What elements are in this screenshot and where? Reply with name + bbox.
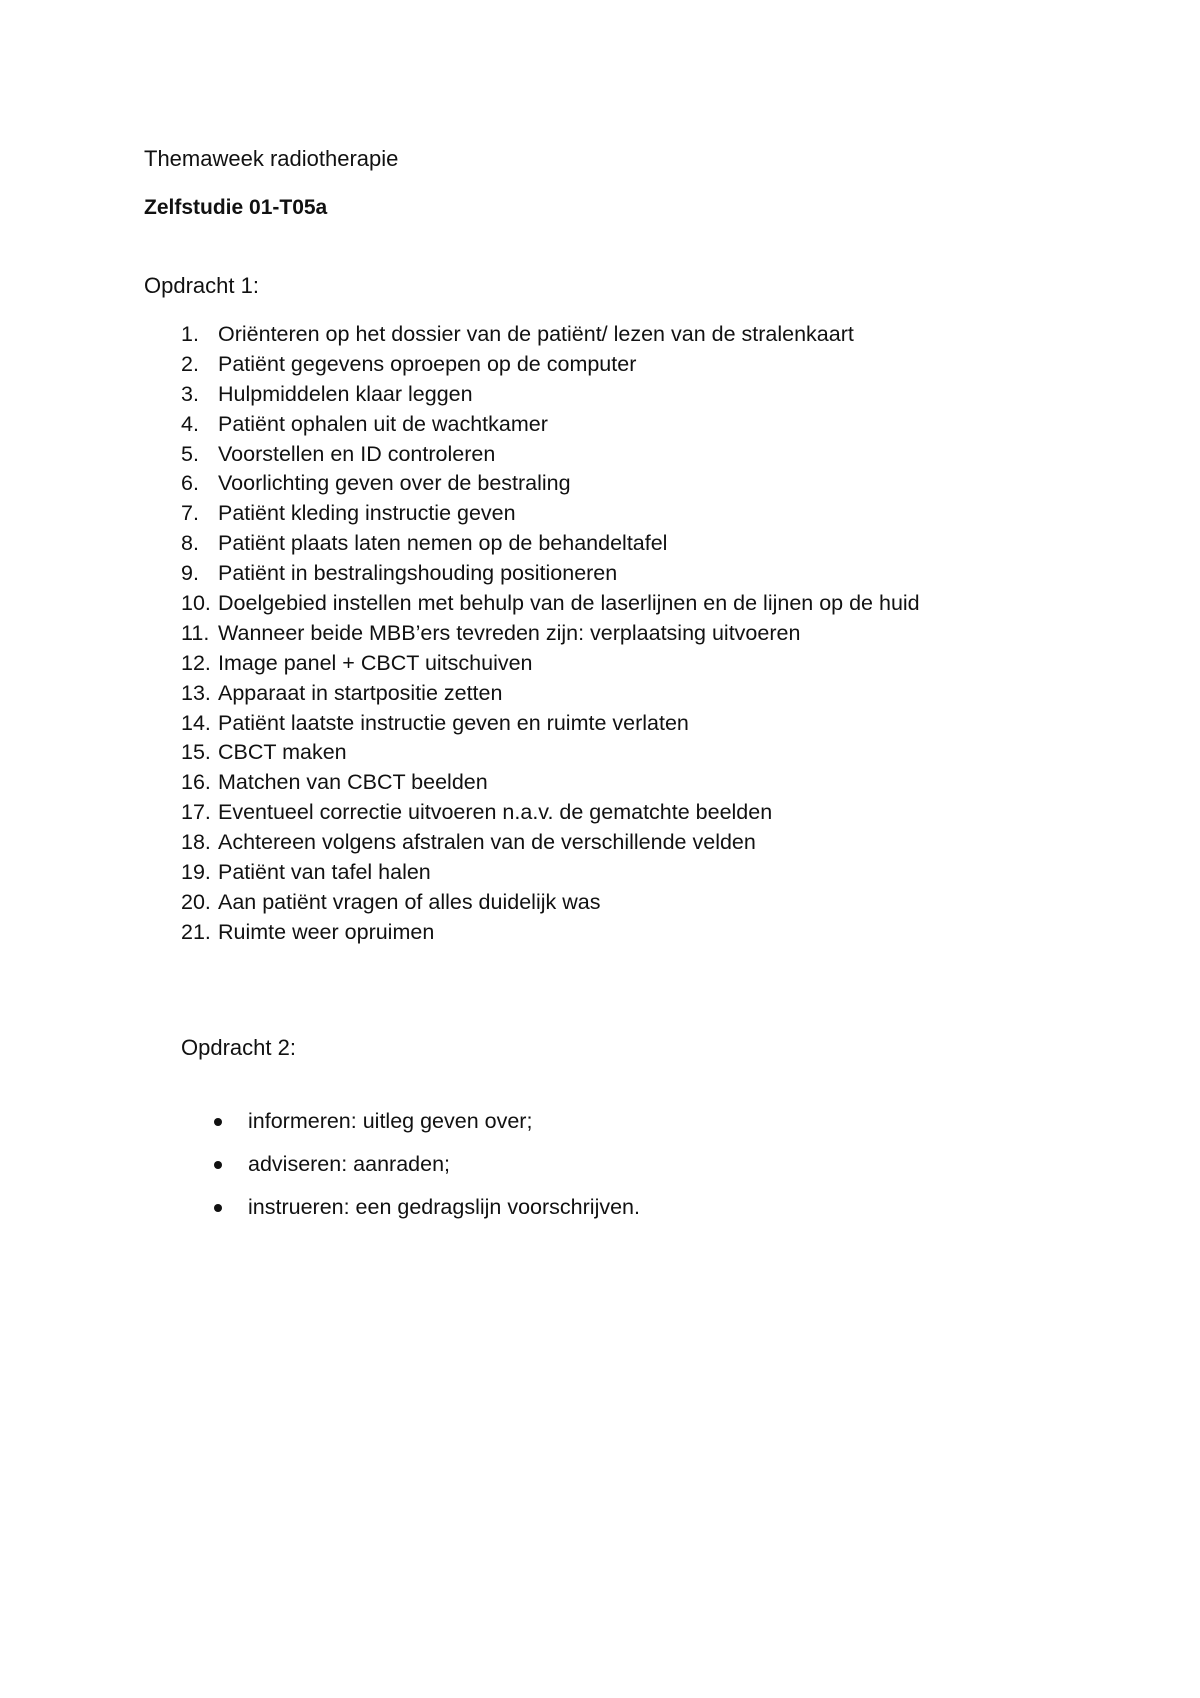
list-item-text: Voorstellen en ID controleren [218, 441, 496, 466]
bullet-icon [214, 1118, 222, 1126]
list-item [181, 768, 920, 798]
list-item-text: Ruimte weer opruimen [218, 919, 435, 944]
list-item [181, 380, 920, 410]
list-item-number: 3. [181, 381, 199, 406]
list-item-text: Matchen van CBCT beelden [218, 770, 488, 795]
list-item-number: 18. [181, 830, 211, 855]
list-item-number: 5. [181, 441, 199, 466]
list-item-number: 9. [181, 561, 199, 586]
assignment-2-bullet-list [214, 1100, 640, 1229]
list-item-text: Image panel + CBCT uitschuiven [218, 650, 533, 675]
list-item [181, 410, 920, 440]
list-item [181, 738, 920, 768]
list-item-text: adviseren: aanraden; [248, 1152, 451, 1176]
list-item-text: Patiënt gegevens oproepen op de computer [218, 351, 637, 376]
list-item [181, 529, 920, 559]
list-item [181, 858, 920, 888]
list-item [181, 649, 920, 679]
list-item-number: 12. [181, 650, 211, 675]
list-item-number: 16. [181, 770, 211, 795]
list-item [181, 679, 920, 709]
list-item-number: 19. [181, 860, 211, 885]
list-item-text: Aan patiënt vragen of alles duidelijk was [218, 889, 601, 914]
list-item-number: 1. [181, 322, 199, 346]
assignment-1-steps-list [181, 320, 920, 948]
list-item [181, 350, 920, 380]
list-item-text: Patiënt van tafel halen [218, 860, 431, 885]
list-item-number: 20. [181, 889, 211, 914]
list-item-text: Patiënt plaats laten nemen op de behandeltafel [218, 531, 668, 556]
bullet-icon [214, 1204, 222, 1212]
list-item-text: Patiënt ophalen uit de wachtkamer [218, 411, 548, 436]
list-item-text: Patiënt laatste instructie geven en ruimte verlaten [218, 710, 689, 735]
list-item [181, 918, 920, 948]
list-item [214, 1100, 640, 1143]
list-item-number: 7. [181, 501, 199, 526]
list-item [181, 320, 920, 350]
list-item [181, 828, 920, 858]
list-item-number: 13. [181, 680, 211, 705]
list-item-text: Doelgebied instellen met behulp van de laserlijnen en de lijnen op de huid [218, 591, 920, 616]
list-item [214, 1143, 640, 1186]
list-item [181, 619, 920, 649]
list-item [181, 888, 920, 918]
list-item-number: 6. [181, 471, 199, 496]
list-item [181, 798, 920, 828]
list-item-text: Achtereen volgens afstralen van de verschillende velden [218, 830, 756, 855]
list-item-text: Patiënt in bestralingshouding positioneren [218, 561, 618, 586]
list-item-text: Hulpmiddelen klaar leggen [218, 381, 473, 406]
list-item [181, 440, 920, 470]
list-item [214, 1186, 640, 1229]
document-title: Themaweek radiotherapie [144, 146, 399, 171]
list-item-text: Wanneer beide MBB’ers tevreden zijn: verplaatsing uitvoeren [218, 620, 801, 645]
list-item [181, 709, 920, 739]
assignment-1-heading: Opdracht 1: [144, 273, 259, 298]
list-item-text: Oriënteren op het dossier van de patiënt/ lezen van de stralenkaart [218, 322, 854, 346]
list-item-text: CBCT maken [218, 740, 347, 765]
list-item-number: 2. [181, 351, 199, 376]
list-item [181, 559, 920, 589]
assignment-2-heading: Opdracht 2: [181, 1035, 296, 1060]
list-item-number: 8. [181, 531, 199, 556]
list-item-text: Apparaat in startpositie zetten [218, 680, 503, 705]
list-item-text: Eventueel correctie uitvoeren n.a.v. de gematchte beelden [218, 800, 773, 825]
list-item [181, 589, 920, 619]
list-item [181, 469, 920, 499]
list-item-number: 4. [181, 411, 199, 436]
list-item-number: 15. [181, 740, 211, 765]
bullet-icon [214, 1161, 222, 1169]
list-item-text: Voorlichting geven over de bestraling [218, 471, 571, 496]
list-item-text: instrueren: een gedragslijn voorschrijven. [248, 1195, 640, 1219]
document-subtitle: Zelfstudie 01-T05a [144, 196, 328, 219]
list-item-number: 21. [181, 919, 211, 944]
list-item-number: 11. [181, 620, 210, 645]
list-item [181, 499, 920, 529]
list-item-text: Patiënt kleding instructie geven [218, 501, 516, 526]
list-item-number: 17. [181, 800, 211, 825]
list-item-number: 14. [181, 710, 211, 735]
list-item-number: 10. [181, 591, 211, 616]
list-item-text: informeren: uitleg geven over; [248, 1109, 533, 1133]
